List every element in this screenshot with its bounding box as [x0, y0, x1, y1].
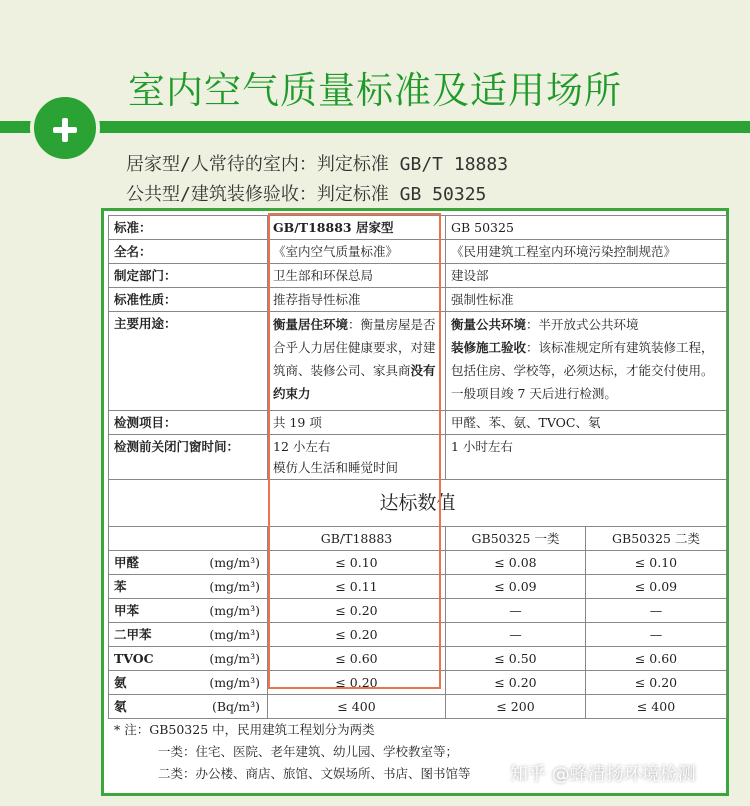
pollutant-cell: 氨 (mg/m³): [109, 671, 268, 695]
cell-gb: 甲醛、苯、氨、TVOC、氡: [446, 411, 727, 435]
table-row: [109, 216, 727, 240]
table-row: [109, 288, 727, 312]
standards-panel: [101, 208, 729, 796]
col-header: GB50325 一类: [446, 527, 586, 551]
plus-icon: [30, 93, 100, 163]
page-title: 室内空气质量标准及适用场所: [128, 69, 622, 112]
table-row: [109, 575, 727, 599]
row-label: 制定部门：: [109, 264, 268, 288]
section-title: 达标数值: [109, 480, 727, 527]
cell-gb: 《民用建筑工程室内环境污染控制规范》: [446, 240, 727, 264]
footnotes: [114, 719, 471, 785]
col-header: GB/T18883: [268, 527, 446, 551]
value-cell: ≤ 0.20: [268, 599, 446, 623]
value-cell: —: [586, 599, 727, 623]
header-bar: [0, 121, 750, 133]
footnote-line: 一类：住宅、医院、老年建筑、幼儿园、学校教室等；: [158, 744, 459, 759]
pollutant-cell: 苯 (mg/m³): [109, 575, 268, 599]
blank-cell: [109, 527, 268, 551]
value-cell: ≤ 400: [586, 695, 727, 719]
table-row: [109, 240, 727, 264]
value-cell: ≤ 0.20: [586, 671, 727, 695]
cell-gb: 1 小时左右: [446, 435, 727, 480]
col-header: GB50325 二类: [586, 527, 727, 551]
pollutant-cell: 氡 (Bq/m³): [109, 695, 268, 719]
row-label: 标准性质：: [109, 288, 268, 312]
pollutant-cell: 甲醛 (mg/m³): [109, 551, 268, 575]
pollutant-cell: TVOC (mg/m³): [109, 647, 268, 671]
cell-gb: GB 50325: [446, 216, 727, 240]
standards-table: [108, 215, 727, 719]
usage-text-a: 衡量居住环境：衡量房屋是否合乎人力居住健康要求，对建筑商、装修公司、家具商没有约束力: [273, 317, 436, 401]
table-row: [109, 671, 727, 695]
table-row: [109, 695, 727, 719]
pollutant-cell: 二甲苯 (mg/m³): [109, 623, 268, 647]
value-cell: —: [586, 623, 727, 647]
row-label: 检测项目：: [109, 411, 268, 435]
table-row: [109, 647, 727, 671]
value-cell: ≤ 400: [268, 695, 446, 719]
watermark: 知乎 @蜂清扬环境检测: [510, 764, 696, 785]
table-row: [109, 623, 727, 647]
cell-gbt: 《室内空气质量标准》: [268, 240, 446, 264]
cell-gb: 强制性标准: [446, 288, 727, 312]
table-row: [109, 411, 727, 435]
table-row: [109, 264, 727, 288]
value-cell: ≤ 0.20: [268, 671, 446, 695]
footnote-line: 二类：办公楼、商店、旅馆、文娱场所、书店、图书馆等: [158, 766, 471, 781]
cell-gbt: 12 小左右 模仿人生活和睡觉时间: [268, 435, 446, 480]
value-cell: ≤ 0.09: [446, 575, 586, 599]
section-title-row: [109, 480, 727, 527]
value-cell: ≤ 0.20: [446, 671, 586, 695]
usage-text-b: 衡量公共环境：半开放式公共环境 装修施工验收：该标准规定所有建筑装修工程，包括住房、学校等，必须达标，才能交付使用。一般项目竣 7 天后进行检测。: [451, 317, 714, 401]
value-cell: —: [446, 599, 586, 623]
cell-gbt: 推荐指导性标准: [268, 288, 446, 312]
subtitle-line-1: 居家型/人常待的室内：判定标准 GB/T 18883: [126, 154, 509, 175]
table-row: [109, 599, 727, 623]
table-row: [109, 551, 727, 575]
cell-gbt: [268, 312, 446, 411]
subtitle-line-2: 公共型/建筑装修验收：判定标准 GB 50325: [126, 184, 487, 205]
value-cell: ≤ 0.20: [268, 623, 446, 647]
value-cell: ≤ 0.10: [268, 551, 446, 575]
row-label: 检测前关闭门窗时间：: [109, 435, 268, 480]
row-label: 标准：: [109, 216, 268, 240]
value-cell: ≤ 0.50: [446, 647, 586, 671]
value-cell: ≤ 0.09: [586, 575, 727, 599]
table-row: [109, 435, 727, 480]
cell-gbt: GB/T18883 居家型: [268, 216, 446, 240]
value-cell: ≤ 0.60: [268, 647, 446, 671]
value-cell: ≤ 0.08: [446, 551, 586, 575]
value-cell: ≤ 0.11: [268, 575, 446, 599]
cell-gb: [446, 312, 727, 411]
footnote-line: * 注：GB50325 中，民用建筑工程划分为两类: [114, 722, 375, 737]
cell-gbt: 卫生部和环保总局: [268, 264, 446, 288]
value-cell: ≤ 200: [446, 695, 586, 719]
row-label: 主要用途：: [109, 312, 268, 411]
table-row-usage: [109, 312, 727, 411]
cell-gb: 建设部: [446, 264, 727, 288]
value-cell: ≤ 0.10: [586, 551, 727, 575]
value-cell: ≤ 0.60: [586, 647, 727, 671]
row-label: 全名：: [109, 240, 268, 264]
pollutant-cell: 甲苯 (mg/m³): [109, 599, 268, 623]
cell-gbt: 共 19 项: [268, 411, 446, 435]
value-cell: —: [446, 623, 586, 647]
values-header-row: [109, 527, 727, 551]
